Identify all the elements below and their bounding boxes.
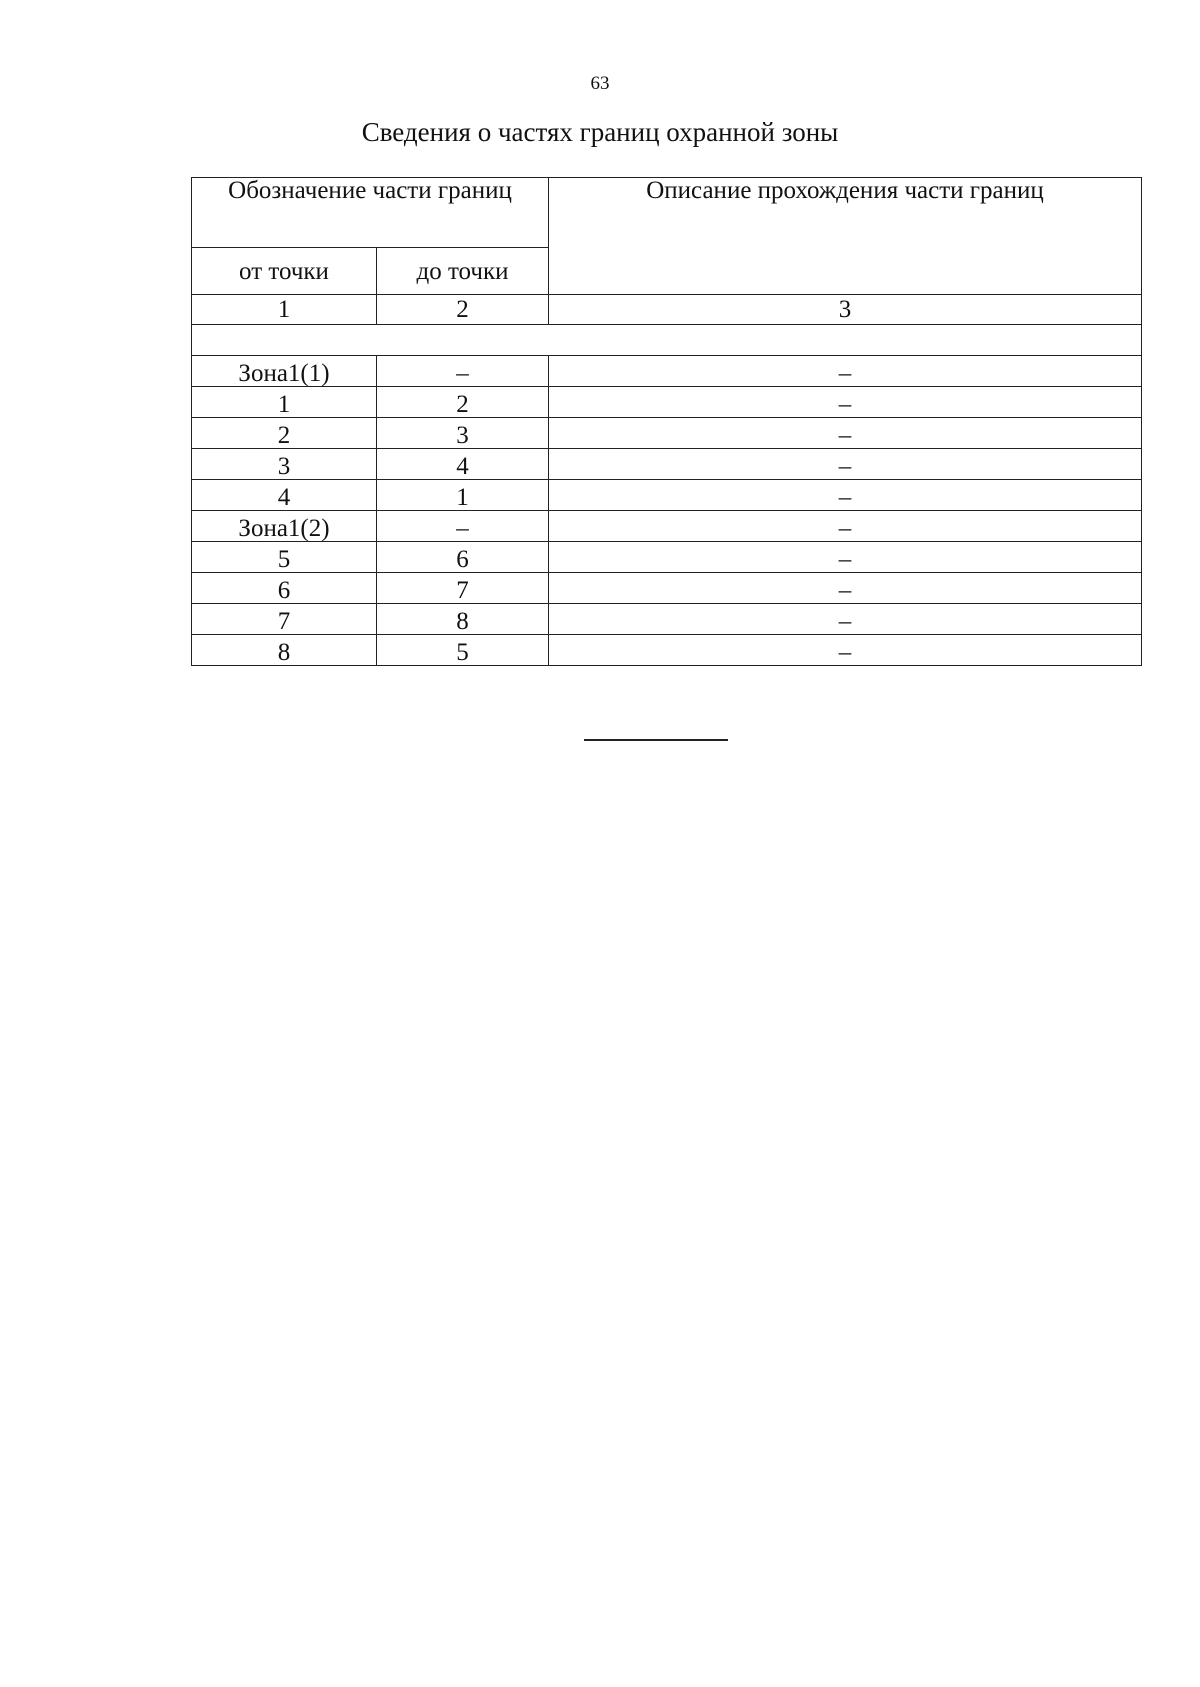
column-number-1: 1 — [192, 295, 377, 325]
table-row — [192, 480, 1142, 511]
header-boundary-description: Описание прохождения части границ — [549, 178, 1142, 295]
cell-to: 5 — [377, 635, 549, 666]
cell-to: 8 — [377, 604, 549, 635]
cell-from: Зона1(1) — [192, 356, 377, 387]
header-to-point: до точки — [377, 248, 549, 295]
table-row — [192, 573, 1142, 604]
cell-to: 3 — [377, 418, 549, 449]
page-title: Сведения о частях границ охранной зоны — [361, 117, 839, 147]
cell-to: 1 — [377, 480, 549, 511]
blank-cell — [192, 325, 1142, 356]
table-row — [192, 604, 1142, 635]
cell-from: 4 — [192, 480, 377, 511]
cell-desc: – — [549, 604, 1142, 635]
table-row — [192, 635, 1142, 666]
table-row — [192, 387, 1142, 418]
column-number-2: 2 — [377, 295, 549, 325]
cell-desc: – — [549, 511, 1142, 542]
cell-from: 2 — [192, 418, 377, 449]
table-row — [192, 511, 1142, 542]
cell-to: 4 — [377, 449, 549, 480]
table-row — [192, 449, 1142, 480]
header-boundary-designation: Обозначение части границ — [192, 178, 549, 248]
page-number: 63 — [590, 73, 610, 94]
blank-row — [192, 325, 1142, 356]
cell-desc: – — [549, 542, 1142, 573]
closing-rule — [584, 739, 728, 741]
cell-from: 1 — [192, 387, 377, 418]
cell-to: – — [377, 356, 549, 387]
table-row — [192, 418, 1142, 449]
cell-to: 2 — [377, 387, 549, 418]
cell-desc: – — [549, 635, 1142, 666]
cell-desc: – — [549, 449, 1142, 480]
column-number-3: 3 — [549, 295, 1142, 325]
cell-from: 3 — [192, 449, 377, 480]
cell-desc: – — [549, 387, 1142, 418]
cell-to: 6 — [377, 542, 549, 573]
boundary-parts-table — [191, 177, 1142, 666]
cell-desc: – — [549, 356, 1142, 387]
column-number-row — [192, 295, 1142, 325]
cell-desc: – — [549, 418, 1142, 449]
cell-from: 7 — [192, 604, 377, 635]
cell-to: – — [377, 511, 549, 542]
cell-from: Зона1(2) — [192, 511, 377, 542]
header-from-point: от точки — [192, 248, 377, 295]
cell-desc: – — [549, 573, 1142, 604]
table-row — [192, 356, 1142, 387]
cell-from: 8 — [192, 635, 377, 666]
cell-desc: – — [549, 480, 1142, 511]
cell-to: 7 — [377, 573, 549, 604]
cell-from: 5 — [192, 542, 377, 573]
cell-from: 6 — [192, 573, 377, 604]
table-row — [192, 542, 1142, 573]
